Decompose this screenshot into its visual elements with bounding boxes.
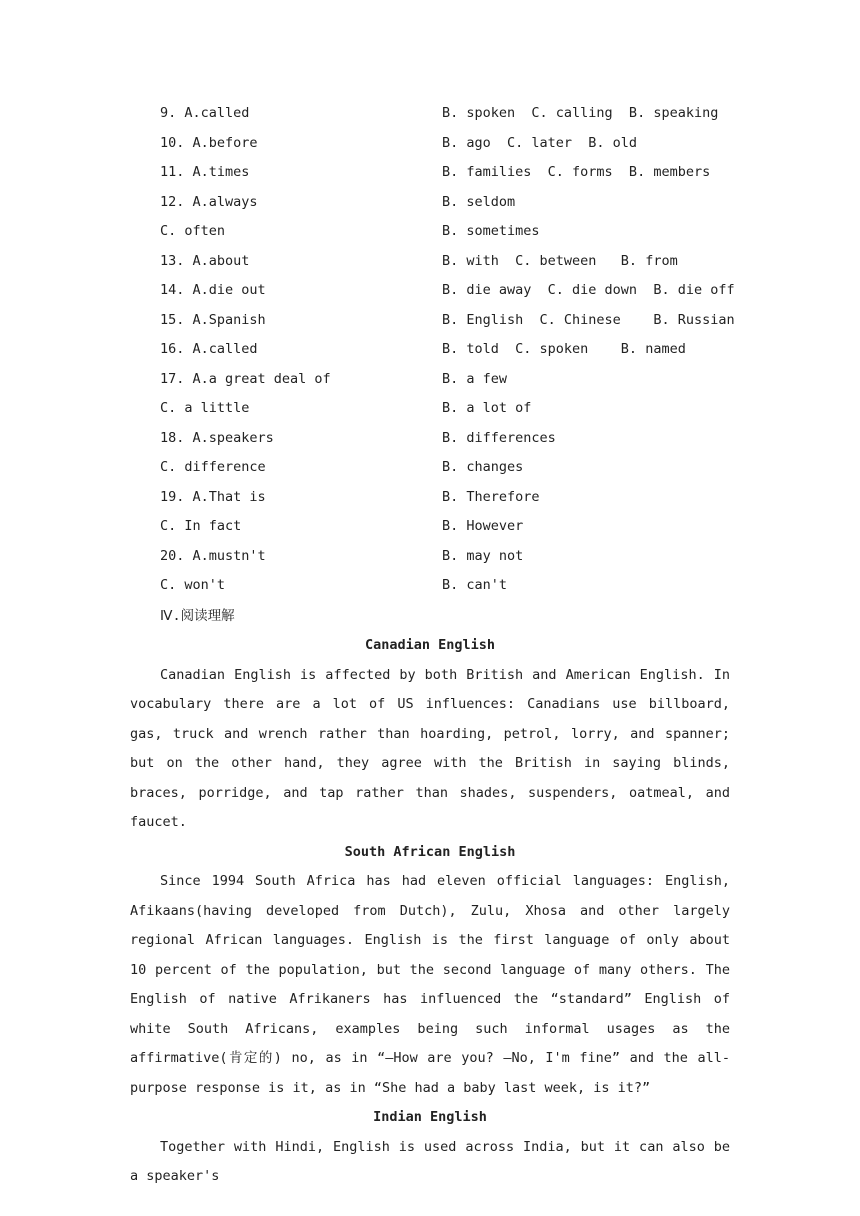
option-row — [160, 365, 760, 395]
option-row — [160, 306, 760, 336]
option-a: C. won't — [160, 577, 226, 593]
option-b: B. a few — [442, 370, 508, 387]
option-a: 15. A.Spanish — [160, 311, 266, 328]
option-row — [160, 542, 760, 572]
option-a: 9. A.called — [160, 105, 250, 121]
section-title: Indian English — [373, 1109, 487, 1125]
option-b: B. differences — [442, 429, 556, 446]
option-b: B. ago C. later B. old — [442, 134, 638, 151]
option-a: 20. A.mustn't — [160, 547, 266, 564]
option-row — [160, 158, 760, 188]
option-b: B. can't — [442, 577, 508, 593]
option-b: B. die away C. die down B. die off — [442, 282, 735, 298]
option-row — [160, 424, 760, 454]
option-row — [160, 453, 760, 483]
option-row — [160, 217, 760, 247]
option-b: B. seldom — [442, 193, 516, 210]
option-b: B. However — [442, 518, 524, 534]
option-a: 10. A.before — [160, 134, 258, 151]
option-a: 13. A.about — [160, 252, 250, 269]
option-a: 19. A.That is — [160, 488, 266, 505]
option-a: 14. A.die out — [160, 282, 266, 298]
option-b: B. sometimes — [442, 223, 540, 239]
option-b: B. told C. spoken B. named — [442, 341, 686, 357]
option-row — [160, 129, 760, 159]
option-row — [160, 99, 760, 129]
option-b: B. a lot of — [442, 400, 532, 416]
option-a: C. difference — [160, 459, 266, 475]
option-row — [160, 188, 760, 218]
option-a: 16. A.called — [160, 341, 258, 357]
answer-options-list — [160, 99, 760, 601]
option-b: B. may not — [442, 547, 524, 564]
option-a: C. a little — [160, 400, 250, 416]
option-b: B. with C. between B. from — [442, 252, 678, 269]
option-a: C. often — [160, 223, 226, 239]
option-a: 12. A.always — [160, 193, 258, 210]
option-b: B. changes — [442, 459, 524, 475]
option-row — [160, 276, 760, 306]
option-b: B. spoken C. calling B. speaking — [442, 105, 719, 121]
section-heading: Ⅳ.阅读理解 — [160, 608, 235, 624]
option-a: 18. A.speakers — [160, 429, 274, 446]
option-b: B. Therefore — [442, 488, 540, 505]
option-row — [160, 512, 760, 542]
option-row — [160, 571, 760, 601]
section-title: Canadian English — [364, 637, 496, 653]
option-b: B. English C. Chinese B. Russian — [442, 311, 735, 328]
reading-passage — [130, 631, 730, 1192]
option-row — [160, 335, 760, 365]
section-paragraph: Together with Hindi, English is used across India, but it can also be a speaker's — [130, 1138, 730, 1184]
option-row — [160, 247, 760, 277]
option-a: 17. A.a great deal of — [160, 370, 331, 387]
option-a: 11. A.times — [160, 164, 250, 180]
section-paragraph: Since 1994 South Africa has had eleven official languages: English, Afikaans(having developed from Dutch), Zulu, Xhosa and other largely regional African languages. English is the first language of only about 10 percent of the population, but the second language of many others. The English of native Afrikaners has influenced the “standard” English of white South Africans, examples being such informal usages as the affirmative(肯定的) no, as in “—How are you? —No, I'm fine” and the all-purpose response is it, as in “She had a baby last week, is it?” — [130, 873, 730, 1096]
option-a: C. In fact — [160, 518, 242, 534]
option-b: B. families C. forms B. members — [442, 164, 711, 180]
option-row — [160, 483, 760, 513]
section-title: South African English — [344, 843, 516, 860]
option-row — [160, 394, 760, 424]
section-paragraph: Canadian English is affected by both British and American English. In vocabulary there are a lot of US influences: Canadians use billboard, gas, truck and wrench rather than hoarding, petrol, lorry, and spanner; but on the other hand, they agree with the British in saying blinds, braces, porridge, and tap rather than shades, suspenders, oatmeal, and faucet. — [130, 666, 730, 830]
